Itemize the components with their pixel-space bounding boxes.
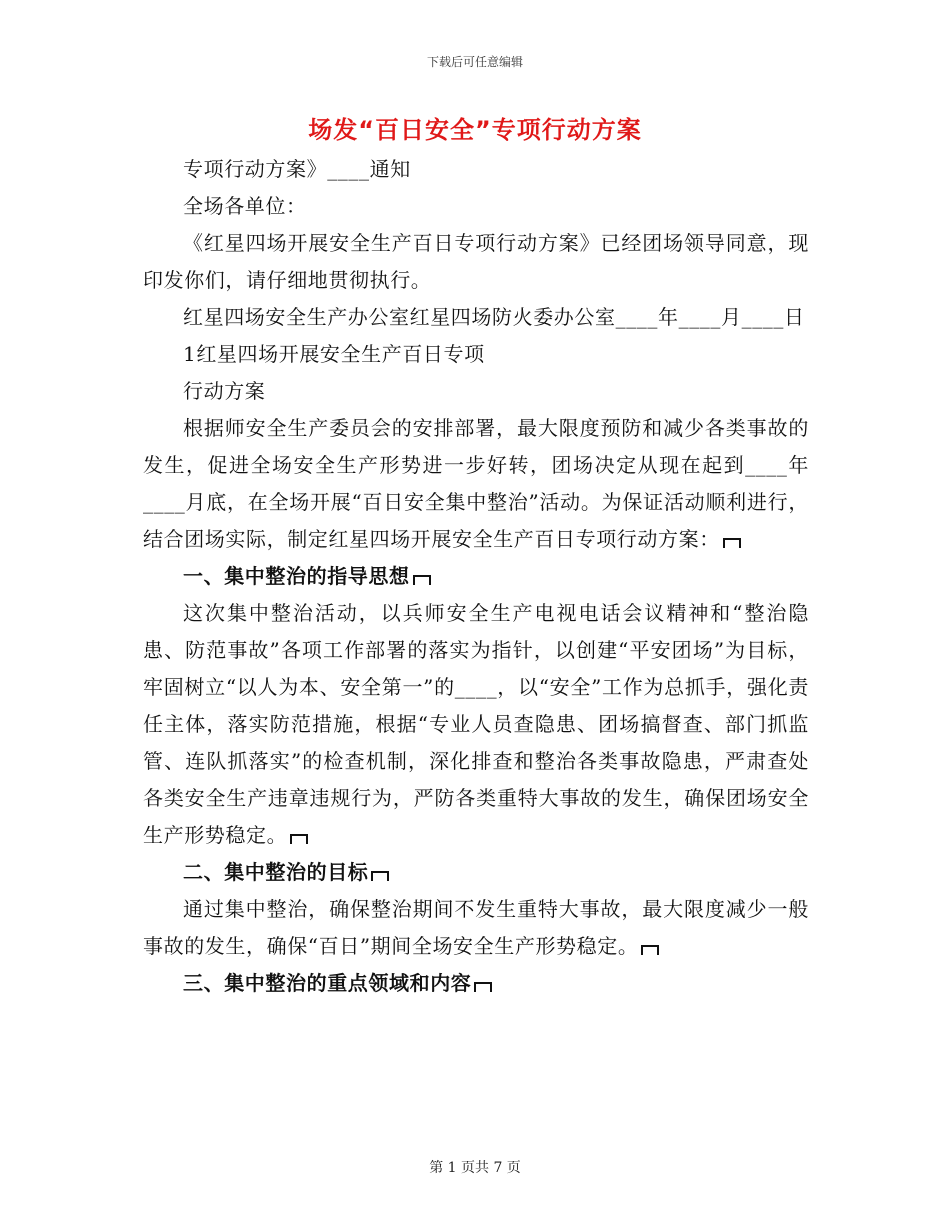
paragraph-notice	[143, 151, 809, 188]
paragraph-mark-icon	[413, 575, 431, 585]
paragraph-text: 全场各单位：	[183, 194, 307, 218]
page-header: 下载后可任意编辑	[426, 55, 523, 69]
heading-text: 二、集中整治的目标	[183, 860, 369, 884]
section-heading-1	[143, 558, 809, 595]
paragraph-subtitle-2	[143, 373, 809, 410]
paragraph-guiding-thought	[143, 595, 809, 854]
paragraph-goal	[143, 891, 809, 965]
paragraph-text: 根据师安全生产委员会的安排部署，最大限度预防和减少各类事故的发生，促进全场安全生产形势进一步好转，团场决定从现在起到____年____月底，在全场开展“百日安全集中整治”活动。为保证活动顺利进行，结合团场实际，制定红星四场开展安全生产百日专项行动方案：	[143, 416, 809, 551]
paragraph-text: 这次集中整治活动，以兵师安全生产电视电话会议精神和“整治隐患、防范事故”各项工作部署的落实为指针，以创建“平安团场”为目标，牢固树立“以人为本、安全第一”的____，以“安全”工作为总抓手，强化责任主体，落实防范措施，根据“专业人员查隐患、团场搞督查、部门抓监管、连队抓落实”的检查机制，深化排查和整治各类事故隐患，严肃查处各类安全生产违章违规行为，严防各类重特大事故的发生，确保团场安全生产形势稳定。	[143, 601, 809, 847]
document-title: 场发“百日安全”专项行动方案	[308, 116, 642, 144]
paragraph-text: 行动方案	[183, 379, 266, 403]
paragraph-mark-icon	[641, 945, 659, 955]
heading-text: 一、集中整治的指导思想	[183, 564, 410, 588]
paragraph-text: 红星四场安全生产办公室红星四场防火委办公室____年____月____日	[183, 305, 805, 329]
paragraph-text: 通过集中整治，确保整治期间不发生重特大事故，最大限度减少一般事故的发生，确保“百日”期间全场安全生产形势稳定。	[143, 897, 809, 958]
paragraph-mark-icon	[371, 871, 389, 881]
paragraph-basis	[143, 410, 809, 558]
paragraph-signature	[143, 299, 809, 336]
paragraph-mark-icon	[723, 538, 741, 548]
paragraph-mark-icon	[290, 834, 308, 844]
paragraph-salutation	[143, 188, 809, 225]
section-heading-3	[143, 965, 809, 1002]
page-footer: 第 1 页共 7 页	[429, 1160, 521, 1176]
paragraph-text: 《红星四场开展安全生产百日专项行动方案》已经团场领导同意，现印发你们，请仔细地贯彻执行。	[143, 231, 809, 292]
paragraph-mark-icon	[474, 982, 492, 992]
section-heading-2	[143, 854, 809, 891]
paragraph-text: 专项行动方案》____通知	[183, 157, 411, 181]
paragraph-subtitle	[143, 336, 809, 373]
document-body	[143, 151, 809, 1002]
paragraph-intro	[143, 225, 809, 299]
paragraph-text: 1红星四场开展安全生产百日专项	[183, 342, 485, 366]
heading-text: 三、集中整治的重点领域和内容	[183, 971, 472, 995]
